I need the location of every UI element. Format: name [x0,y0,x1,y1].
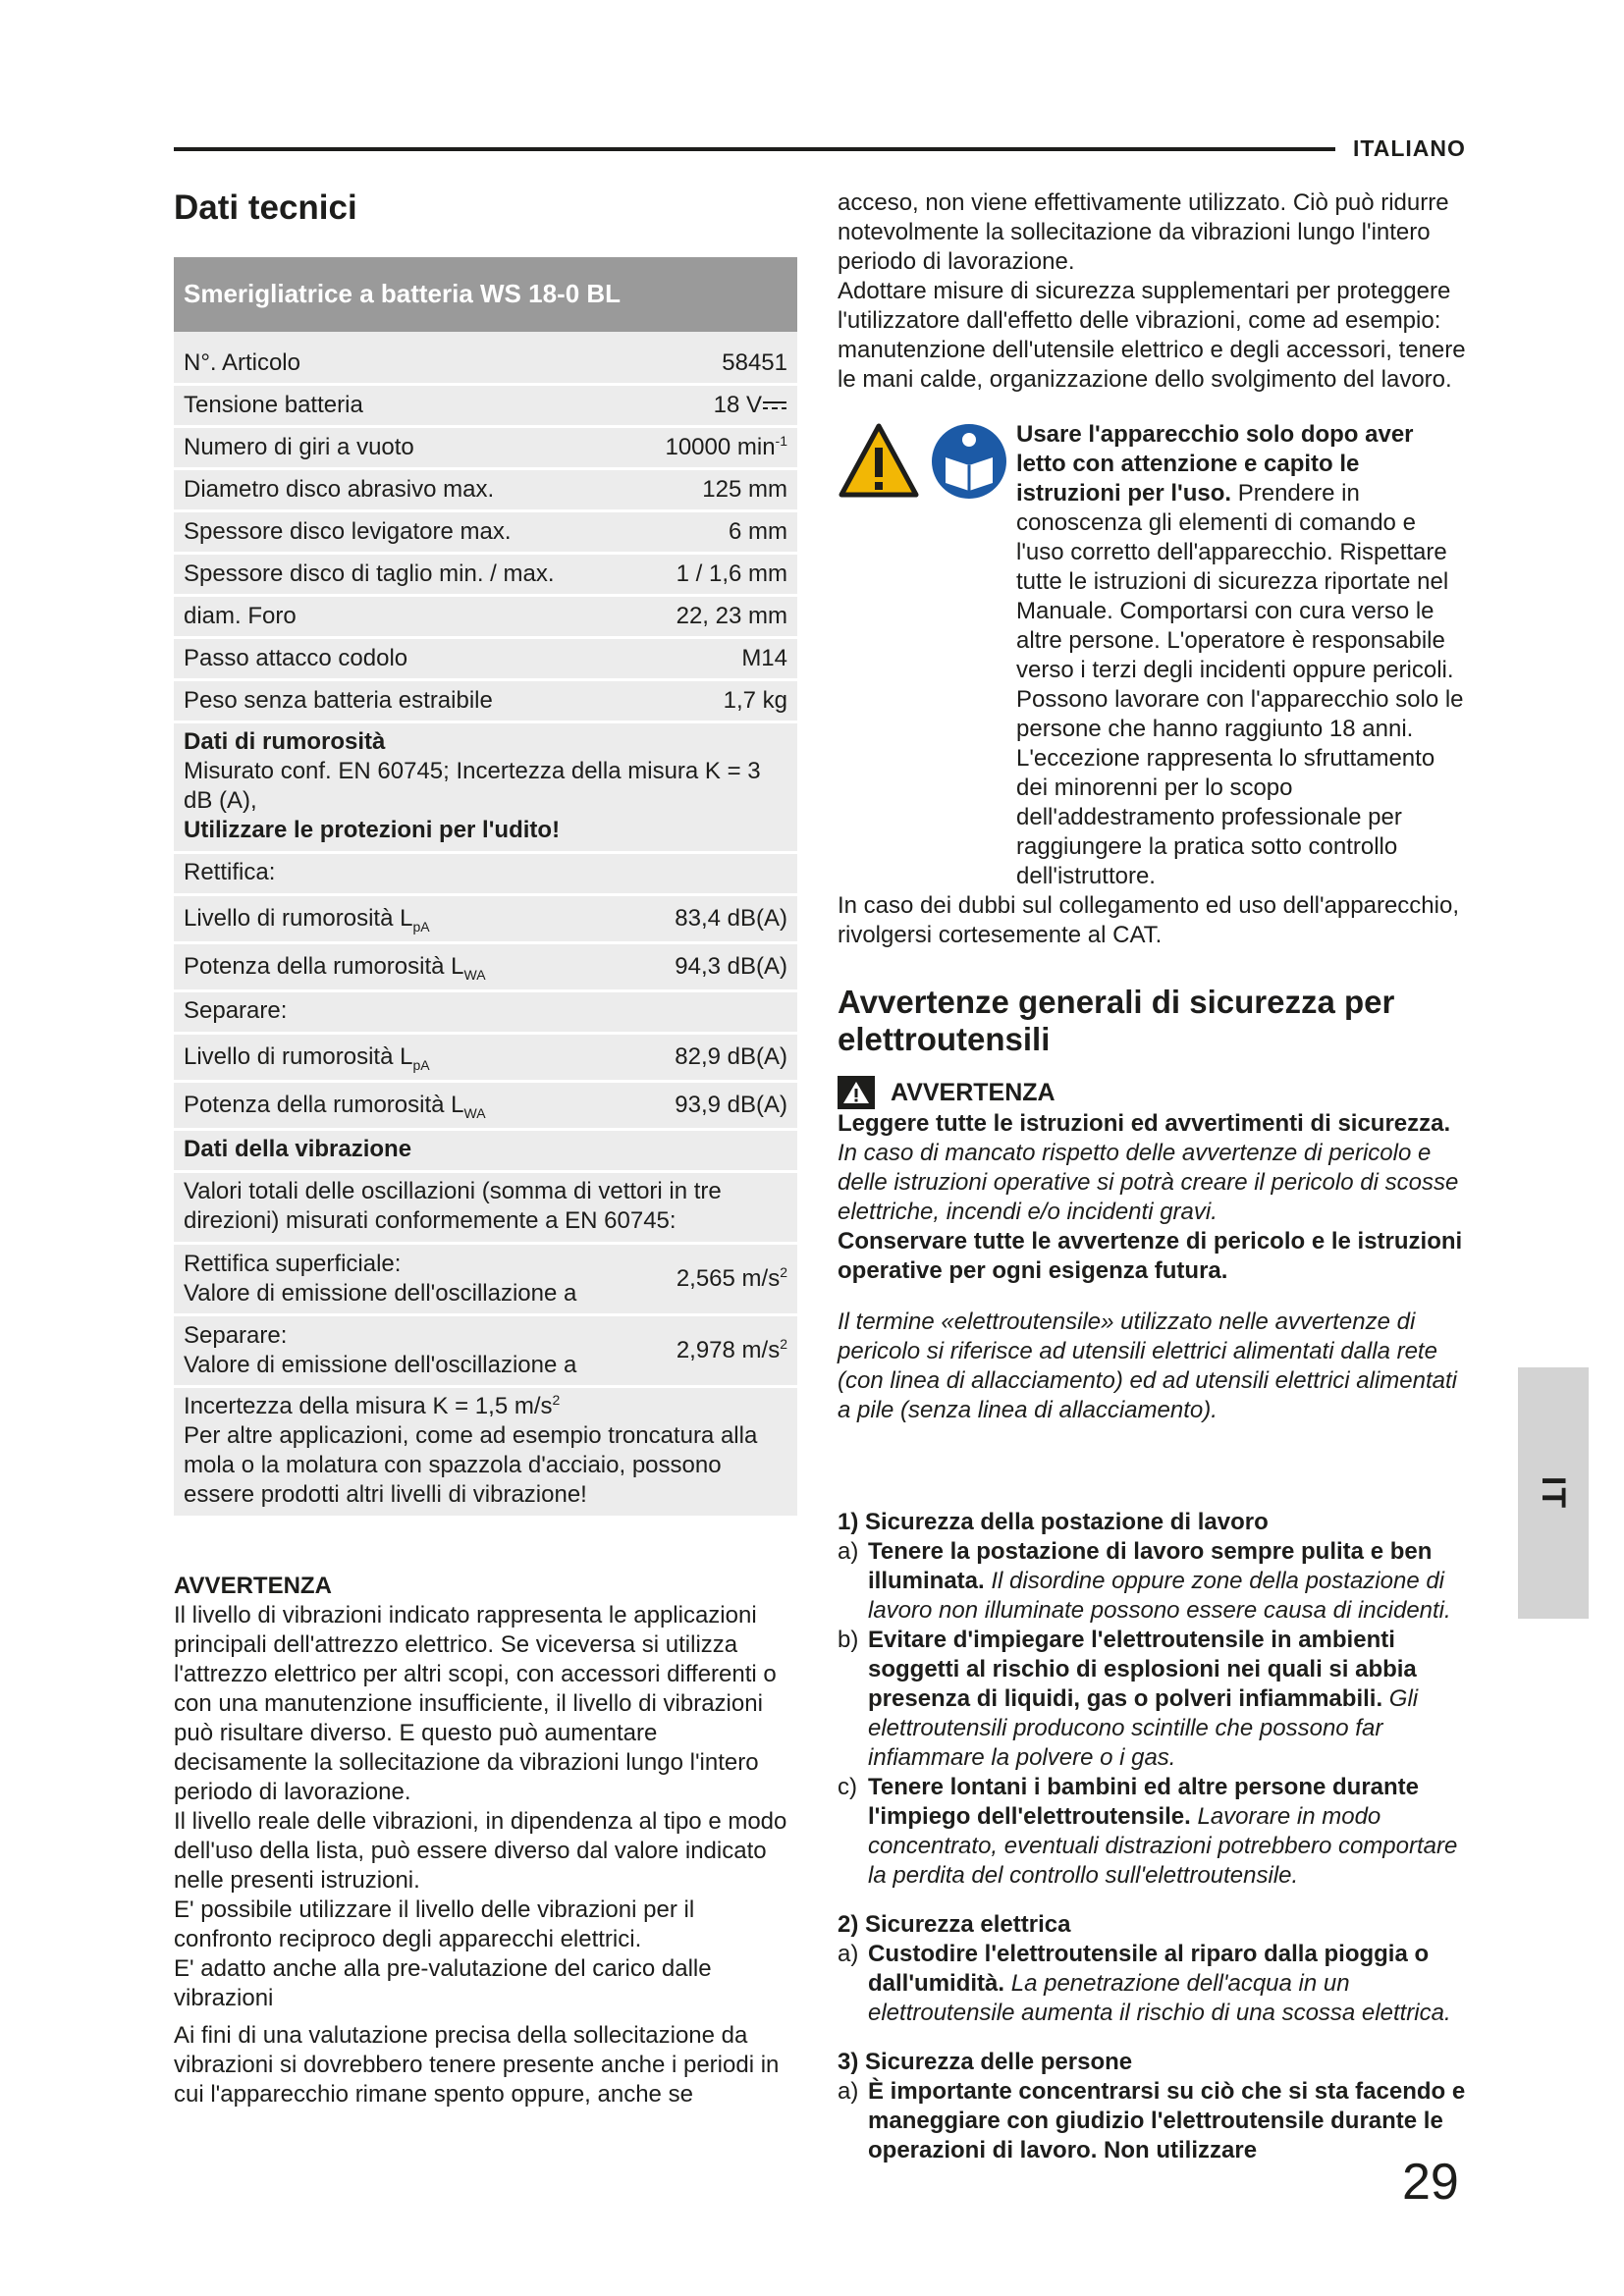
warning-paragraph: Il livello reale delle vibrazioni, in dipendenza al tipo e modo dell'uso della lista, può essere diverso dal valore indicato nelle presenti istruzioni. [174,1808,787,1894]
spec-row [174,512,797,555]
noise-row [174,944,797,992]
safety-item [838,1626,1466,1773]
header-rule [174,147,1335,151]
section-title-tech-data: Dati tecnici [174,188,357,227]
spec-value: M14 [741,645,787,671]
spec-value: 18 V [714,391,787,420]
language-label: ITALIANO [1353,135,1466,161]
vibration-row [174,1245,797,1316]
item-text [868,1626,1466,1773]
safety-item [838,1773,1466,1891]
noise-row [174,1083,797,1131]
grinding-label: Rettifica: [174,854,797,896]
vibration-mode: Separare: [184,1322,288,1349]
item-bold: Custodire l'elettroutensile al riparo dalla pioggia o dall'umidità. [868,1941,1430,1997]
vibration-block [174,1131,797,1173]
section-personal-safety: 3) Sicurezza delle persone [838,2049,1133,2075]
noise-block [174,723,797,854]
warning-paragraph: E' possibile utilizzare il livello delle vibrazioni per il confronto reciproco degli apparecchi elettrici. [174,1896,695,1952]
item-italic: Lavorare in modo concentrato, eventuali distrazioni potrebbero comportare la perdita del controllo sull'elettroutensile. [868,1803,1458,1889]
item-marker: a) [838,1941,859,1967]
spec-label: Passo attacco codolo [184,645,408,671]
noise-title: Dati di rumorosità [184,728,386,755]
item-italic: La penetrazione dell'acqua in un elettroutensile aumenta il rischio di una scossa elettrica. [868,1970,1451,2026]
spec-row [174,470,797,512]
other-applications-note: Per altre applicazioni, come ad esempio troncatura alla mola o la molatura con spazzola d'acciaio, possono essere prodotti altri livelli di vibrazione! [184,1422,758,1508]
uncertainty-block [174,1388,797,1519]
vibration-label [184,1321,576,1380]
noise-label: Potenza della rumorosità $L_{WA}$ [184,953,486,983]
safety-measures-text: Adottare misure di sicurezza supplementari per proteggere l'utilizzatore dall'effetto delle vibrazioni, come ad esempio: manutenzione dell'utensile elettrico e degli accessori, tenere le mani calde, organizzazione dello svolgimento del lavoro. [838,278,1466,393]
warning-triangle-icon [838,1076,875,1109]
spec-value: 22, 23 mm [676,603,787,629]
vibration-value: 2,565 $m/s^2$ [676,1264,787,1292]
item-text [868,2077,1466,2165]
item-italic: Il disordine oppure zone della postazione di lavoro non illuminate possono essere causa di incidenti. [868,1568,1451,1624]
keep-instructions: Conservare tutte le avvertenze di pericolo e le istruzioni operative per ogni esigenza futura. [838,1228,1463,1284]
item-text [868,1537,1466,1626]
spec-value: 125 mm [702,476,787,503]
spec-table-title: Smerigliatrice a batteria WS 18-0 BL [174,257,797,332]
spec-row [174,555,797,597]
read-manual-text: Usare l'apparecchio solo dopo aver letto con attenzione e capito le istruzioni per l'uso. Prendere in conoscenza gli elementi di comando e l'uso corretto dell'apparecchio. Rispettare tutte le istruzioni di sicurezza riportate nel Manuale. Comportarsi con cura verso le altre persone. L'operatore è responsabile verso i terzi degli incidenti oppure pericoli. Possono lavorare con l'apparecchio solo le persone che hanno raggiunto 18 anni. L'eccezione rappresenta lo sfruttamento dei minorenni per lo scopo dell'addestramento professionale per raggiungere la pratica sotto controllo dell'istruttore. [1016,421,1464,889]
warning-label: AVVERTENZA [838,1076,1466,1109]
right-column [838,188,1466,2165]
item-marker: c) [838,1774,857,1800]
spec-label: Tensione batteria [184,392,363,418]
spec-row [174,681,797,723]
safety-item [838,1940,1466,2028]
spec-row [174,344,797,386]
item-marker: a) [838,2078,859,2105]
warning-paragraph: Ai fini di una valutazione precisa della sollecitazione da vibrazioni si dovrebbero tenere presente anche i periodi in cui l'apparecchio rimane spento oppure, anche se [174,2022,780,2108]
spec-row [174,597,797,639]
section-electrical-safety: 2) Sicurezza elettrica [838,1911,1071,1938]
vibration-title: Dati della vibrazione [184,1136,412,1162]
item-marker: b) [838,1627,859,1653]
cutting-label: Separare: [174,992,797,1035]
spec-value: 1 / 1,6 mm [676,561,787,587]
language-side-tab: IT [1518,1367,1589,1619]
spec-value: 1,7 kg [723,687,787,714]
item-marker: a) [838,1538,859,1565]
item-bold: Evitare d'impiegare l'elettroutensile in ambienti soggetti al rischio di esplosioni nei quali si abbia presenza di liquidi, gas o polveri infiammabili. [868,1627,1417,1712]
vibration-label [184,1250,576,1308]
vibration-value: 2,978 $m/s^2$ [676,1336,787,1363]
noise-value: 82,9 dB(A) [675,1043,787,1070]
left-column [174,187,797,2109]
vibration-text: Valori totali delle oscillazioni (somma di vettori in tre direzioni) misurati conformemente a EN 60745: [174,1173,797,1245]
spec-value: 10000 $\min^{-1}$ [665,433,787,460]
noise-value: 83,4 dB(A) [675,905,787,932]
spec-row [174,639,797,681]
spec-row [174,386,797,428]
spec-label: Spessore disco levigatore max. [184,518,512,545]
noise-row [174,896,797,944]
spec-label: Spessore disco di taglio min. / max. [184,561,555,587]
vibration-desc: Valore di emissione dell'oscillazione a [184,1280,577,1307]
item-text [868,1773,1466,1891]
item-text [868,1940,1466,2028]
icon-group [838,420,1009,510]
warning-title: AVVERTENZA [174,1573,332,1599]
spec-label: Diametro disco abrasivo max. [184,476,495,503]
vibration-row [174,1316,797,1388]
item-bold: È importante concentrarsi su ciò che si sta facendo e maneggiare con giudizio l'elettroutensile durante le operazioni di lavoro. Non utilizzare [868,2078,1466,2163]
vibration-continuation: acceso, non viene effettivamente utilizzato. Ciò può ridurre notevolmente la sollecitazione da vibrazioni lungo l'intero periodo di lavorazione. [838,189,1449,275]
warning-paragraph: E' adatto anche alla pre-valutazione del carico dalle vibrazioni [174,1955,712,2011]
spec-label: Peso senza batteria estraibile [184,687,493,714]
page-number: 29 [1402,2154,1459,2211]
noise-value: 93,9 dB(A) [675,1092,787,1118]
safety-item [838,1537,1466,1626]
term-definition: Il termine «elettroutensile» utilizzato nelle avvertenze di pericolo si riferisce ad utensili elettrici alimentati dalla rete (con linea di allacciamento) ed ad utensili elettrici alimentati a pile (senza linea di allacciamento). [838,1308,1457,1423]
item-italic: Gli elettroutensili producono scintille che possono far infiammare la polvere o i gas. [868,1685,1419,1771]
spec-table [174,257,797,1519]
warning-paragraph: Il livello di vibrazioni indicato rappresenta le applicazioni principali dell'attrezzo elettrico. Se viceversa si utilizza l'attrezzo elettrico per altri scopi, con accessori differenti o con una manutenzione insufficiente, il livello di vibrazioni può risultare diverso. E questo può aumentare decisamente la sollecitazione da vibrazioni lungo l'intero periodo di lavorazione. [174,1602,777,1805]
item-bold: Tenere lontani i bambini ed altre persone durante l'impiego dell'elettroutensile. [868,1774,1419,1830]
spec-label: diam. Foro [184,603,297,629]
spec-label: N°. Articolo [184,349,300,376]
safety-item [838,2077,1466,2165]
vibration-desc: Valore di emissione dell'oscillazione a [184,1352,577,1378]
cat-text: In caso dei dubbi sul collegamento ed uso dell'apparecchio, rivolgersi cortesemente al CAT. [838,892,1459,948]
noise-value: 94,3 dB(A) [675,953,787,980]
item-bold: Tenere la postazione di lavoro sempre pulita e ben illuminata. [868,1538,1433,1594]
noise-label: Livello di rumorosità $L_{pA}$ [184,1043,430,1073]
vibration-mode: Rettifica superficiale: [184,1251,402,1277]
read-all-instructions: Leggere tutte le istruzioni ed avvertimenti di sicurezza. In caso di mancato rispetto delle avvertenze di pericolo e delle istruzioni operative si potrà creare il pericolo di scosse elettriche, incendi e/o incidenti gravi. [838,1110,1459,1225]
vibration-uncertainty: Incertezza della misura K = 1,5 $m/s^2$ [184,1392,561,1419]
spec-value: 6 mm [729,518,787,545]
read-manual-block [838,420,1466,891]
noise-text: Misurato conf. EN 60745; Incertezza della misura K = 3 dB (A), [184,758,761,814]
read-manual-icon [932,424,1006,499]
noise-warning: Utilizzare le protezioni per l'udito! [184,817,561,843]
spec-label: Numero di giri a vuoto [184,434,414,460]
spec-value: 58451 [722,349,787,376]
noise-label: Potenza della rumorosità $L_{WA}$ [184,1092,486,1121]
section-title-general-warnings: Avvertenze generali di sicurezza per elettroutensili [838,984,1395,1057]
spec-row [174,428,797,470]
warning-triangle-icon [838,420,1009,503]
noise-label: Livello di rumorosità $L_{pA}$ [184,905,430,934]
noise-row [174,1035,797,1083]
section-workplace-safety: 1) Sicurezza della postazione di lavoro [838,1509,1269,1535]
dc-symbol-icon [762,399,787,412]
